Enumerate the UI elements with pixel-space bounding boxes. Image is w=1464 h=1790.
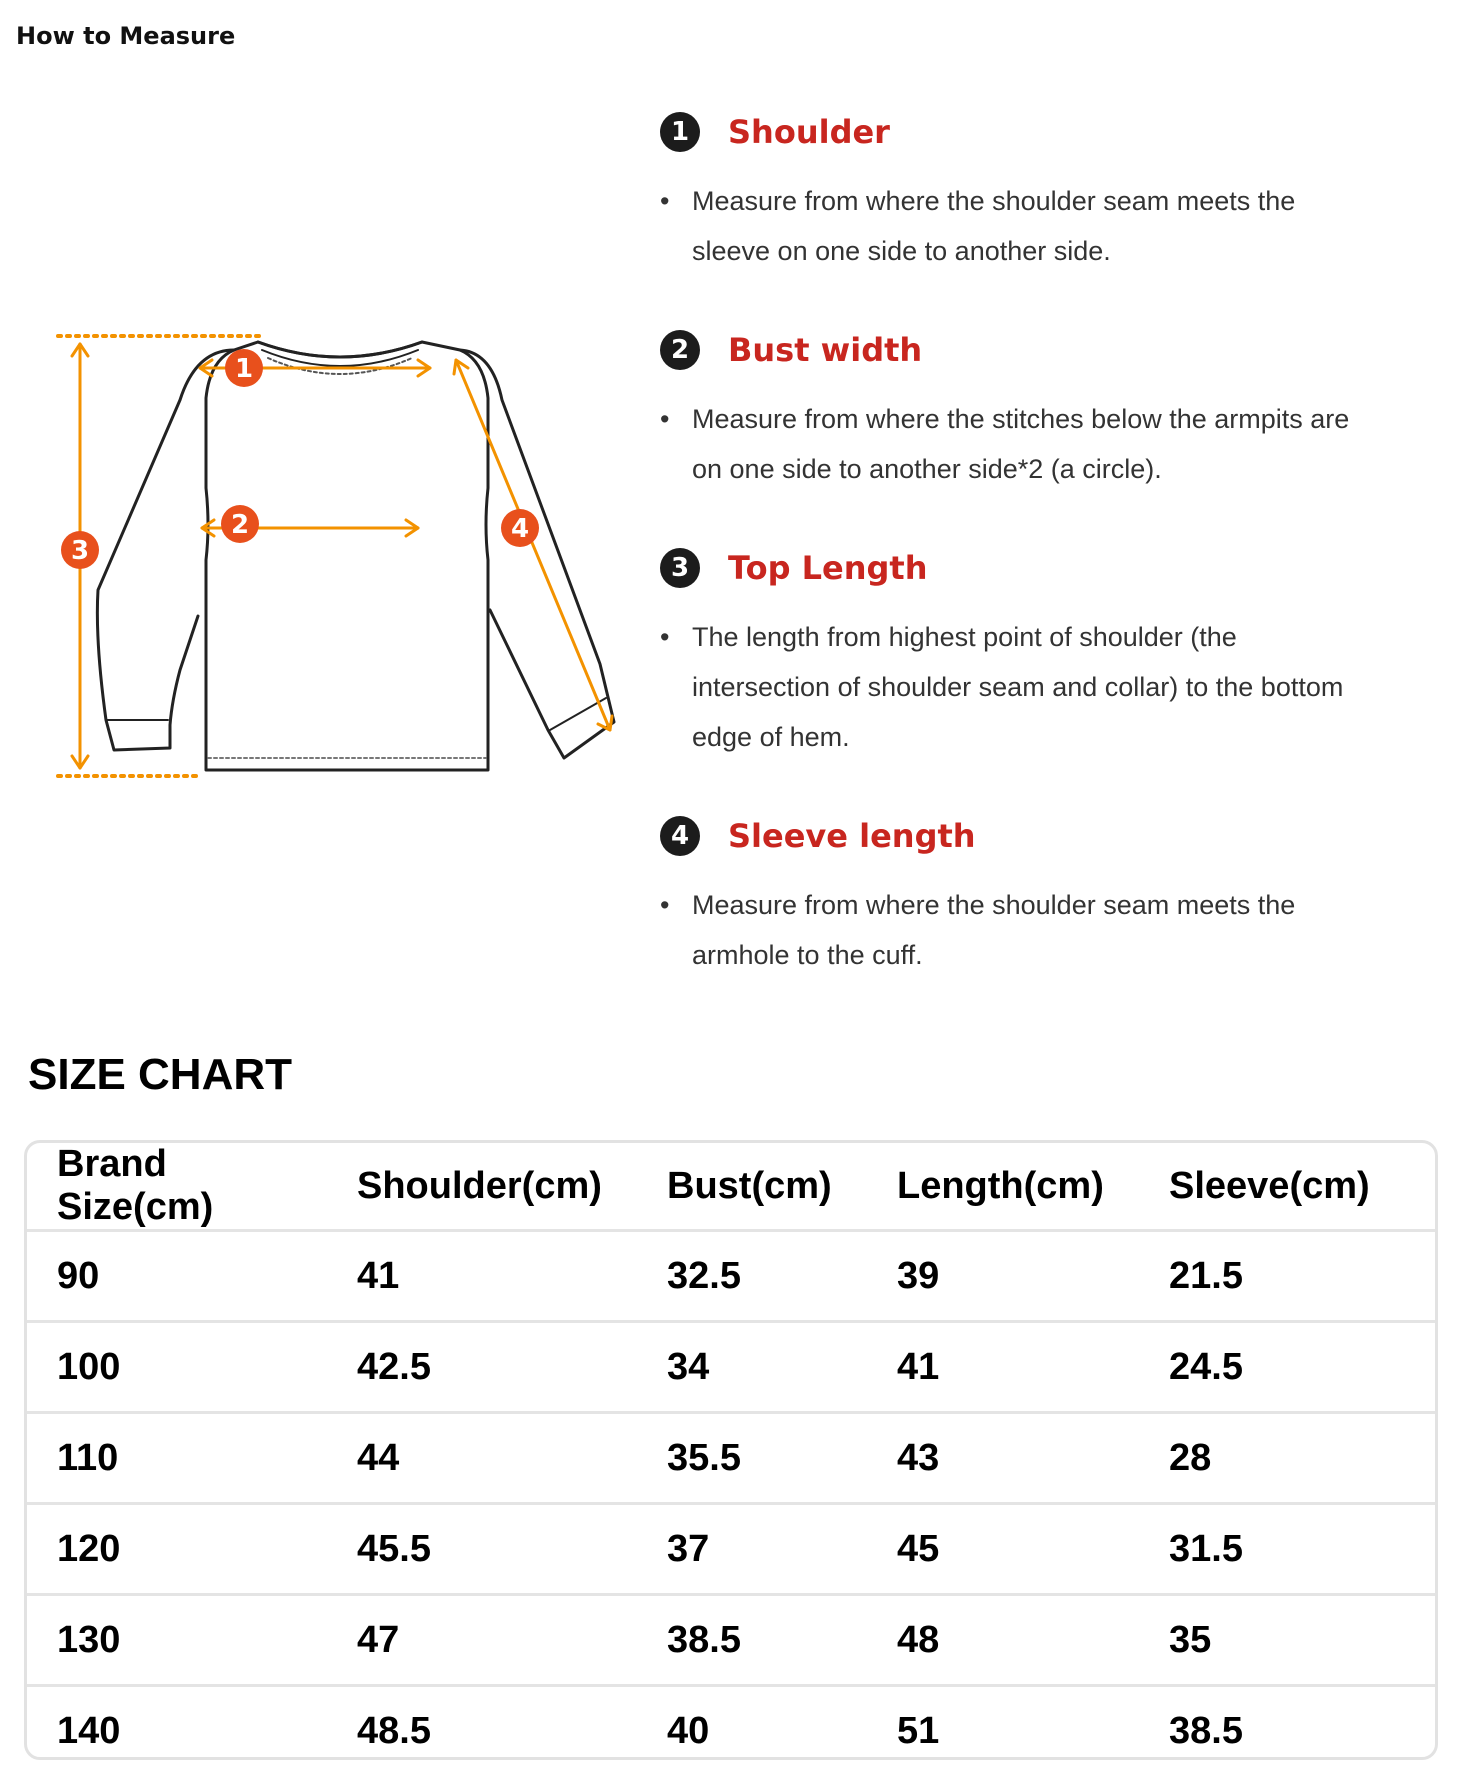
- table-cell: 41: [357, 1254, 400, 1297]
- guide-shoulder: [660, 110, 1440, 276]
- column-header: Shoulder(cm): [327, 1143, 637, 1231]
- table-header-row: [27, 1143, 1435, 1231]
- table-cell: 35: [1139, 1595, 1435, 1686]
- guide-line: The length from highest point of shoulder (the: [692, 622, 1237, 652]
- guide-line: Measure from where the shoulder seam meets the: [692, 186, 1296, 216]
- guide-description: [660, 394, 1440, 494]
- number-badge-icon: 2: [660, 330, 700, 370]
- sleeve-arrow: [456, 360, 610, 730]
- table-cell: 100: [27, 1322, 327, 1413]
- table-cell: 43: [867, 1413, 1139, 1504]
- table-row: [27, 1413, 1435, 1504]
- column-header: Sleeve(cm): [1139, 1143, 1435, 1231]
- guide-bust: [660, 328, 1440, 494]
- table-cell: 44: [327, 1413, 637, 1504]
- guide-description: [660, 880, 1440, 980]
- table-row: [27, 1322, 1435, 1413]
- page-heading: How to Measure: [16, 22, 236, 50]
- table-row: [27, 1231, 1435, 1322]
- table-cell: 51: [867, 1686, 1139, 1761]
- table-row: [27, 1504, 1435, 1595]
- marker-3: [61, 531, 99, 569]
- table-cell: 120: [27, 1504, 327, 1595]
- table-cell: 32.5: [667, 1254, 741, 1297]
- table-cell: 38.5: [1139, 1686, 1435, 1761]
- table-cell: 31.5: [1139, 1504, 1435, 1595]
- number-badge-icon: 1: [660, 112, 700, 152]
- bullet-icon: •: [660, 404, 670, 434]
- guide-description: [660, 176, 1440, 276]
- marker-4: [501, 509, 539, 547]
- guide-line: intersection of shoulder seam and collar) to the bottom: [692, 672, 1344, 702]
- svg-text:3: 3: [70, 536, 90, 566]
- guide-title: Bust width: [728, 331, 923, 369]
- guide-title: Shoulder: [728, 113, 890, 151]
- table-cell: 24.5: [1139, 1322, 1435, 1413]
- size-chart-table: [24, 1140, 1438, 1760]
- table-row: [27, 1595, 1435, 1686]
- table-cell: 21.5: [1169, 1254, 1243, 1297]
- table-cell: 130: [27, 1595, 327, 1686]
- table-cell: 110: [27, 1413, 327, 1504]
- number-badge-icon: 3: [660, 548, 700, 588]
- table-cell: 39: [897, 1254, 940, 1297]
- table-cell: 38.5: [637, 1595, 867, 1686]
- bullet-icon: •: [660, 622, 670, 652]
- bullet-icon: •: [660, 186, 670, 216]
- table-cell: 48: [867, 1595, 1139, 1686]
- svg-text:2: 2: [230, 510, 250, 540]
- svg-text:4: 4: [510, 514, 530, 544]
- guide-length: [660, 546, 1440, 762]
- table-cell: 45: [867, 1504, 1139, 1595]
- guide-line: armhole to the cuff.: [692, 940, 923, 970]
- table-row: [27, 1686, 1435, 1761]
- guide-description: [660, 612, 1440, 762]
- column-header: Bust(cm): [637, 1143, 867, 1231]
- guide-line: sleeve on one side to another side.: [692, 236, 1111, 266]
- number-badge-icon: 4: [660, 816, 700, 856]
- size-chart-title: SIZE CHART: [28, 1050, 292, 1099]
- svg-text:1: 1: [234, 354, 254, 384]
- column-header: Brand Size(cm): [27, 1143, 327, 1231]
- table-cell: 47: [327, 1595, 637, 1686]
- table-cell: 34: [637, 1322, 867, 1413]
- table-cell: 42.5: [327, 1322, 637, 1413]
- table-cell: 140: [27, 1686, 327, 1761]
- table-cell: 48.5: [327, 1686, 637, 1761]
- guide-line: Measure from where the stitches below the armpits are: [692, 404, 1350, 434]
- bullet-icon: •: [660, 890, 670, 920]
- table-cell: 90: [57, 1254, 100, 1297]
- table-cell: 35.5: [637, 1413, 867, 1504]
- column-header: Length(cm): [867, 1143, 1139, 1231]
- table-cell: 37: [637, 1504, 867, 1595]
- marker-2: [221, 505, 259, 543]
- marker-1: [225, 349, 263, 387]
- sweater-diagram: [40, 320, 630, 790]
- table-cell: 28: [1139, 1413, 1435, 1504]
- table-cell: 45.5: [327, 1504, 637, 1595]
- guide-title: Sleeve length: [728, 817, 976, 855]
- table-cell: 40: [637, 1686, 867, 1761]
- guide-sleeve: [660, 814, 1440, 980]
- guide-line: edge of hem.: [692, 722, 850, 752]
- guide-line: on one side to another side*2 (a circle).: [692, 454, 1162, 484]
- guide-title: Top Length: [728, 549, 928, 587]
- guide-line: Measure from where the shoulder seam meets the: [692, 890, 1296, 920]
- table-cell: 41: [867, 1322, 1139, 1413]
